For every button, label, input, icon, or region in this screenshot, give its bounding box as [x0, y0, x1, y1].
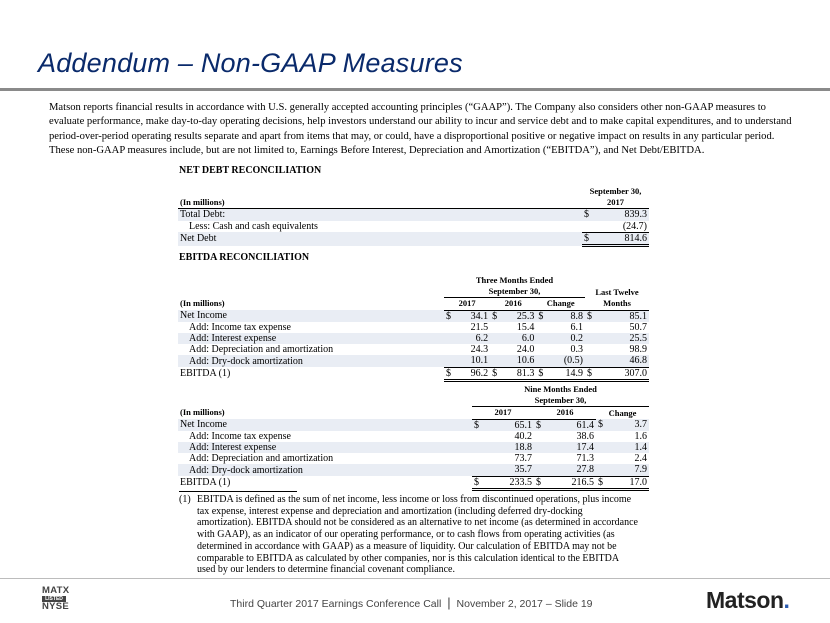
ebitda-9m-in-millions: (In millions) — [180, 407, 225, 418]
page-title: Addendum – Non-GAAP Measures — [38, 48, 463, 78]
net-debt-col-header-1: September 30, — [589, 186, 642, 197]
net-debt-heading: NET DEBT RECONCILIATION — [179, 165, 322, 176]
matson-logo: Matson. — [706, 587, 790, 613]
ebitda-nine-month-table — [178, 384, 649, 491]
ebitda-q-col-2017: 2017 — [444, 298, 490, 310]
net-debt-table — [178, 186, 649, 247]
ebitda-9m-group-header-2: September 30, — [472, 395, 649, 407]
footnote — [179, 491, 639, 576]
ebitda-quarter-table — [178, 275, 649, 382]
ebitda-9m-col-2016: 2016 — [534, 407, 596, 419]
nyse-listed-logo: MATX LISTED NYSE — [42, 585, 70, 612]
table-row: Add: Income tax expense 21.5 15.4 6.1 50.7 — [189, 321, 647, 333]
net-debt-in-millions: (In millions) — [180, 197, 225, 208]
ebitda-q-ltm-header-2: Months — [585, 298, 649, 310]
ebitda-9m-col-change: Change — [608, 407, 637, 418]
table-row: EBITDA (1) $ 96.2 $ 81.3 $ 14.9 $ 307.0 — [180, 367, 647, 380]
ebitda-heading: EBITDA RECONCILIATION — [179, 252, 310, 263]
intro-paragraph: Matson reports financial results in accordance with U.S. generally accepted accounting principles (“GAAP”). The Company also considers other non-GAAP measures to evaluate performance, make day-to-day operating decisions, help investors understand our ability to incur and service debt and to make capital expenditures, and to understand period-over-period operating results separate and apart from items that may, or could, have a disproportional positive or negative impact on results in any particular period. These non-GAAP measures include, but are not limited to, Earnings Before Interest, Depreciation and Amortization (“EBITDA”), and Net Debt/EBITDA. — [49, 102, 792, 156]
ebitda-q-group-header-1: Three Months Ended — [475, 275, 554, 286]
footnote-text: EBITDA is defined as the sum of net income, less income or loss from discontinued operations, plus income tax expense, interest expense and depreciation and amortization (including deferred dry-docking amortization). EBITDA should not be considered as an alternative to net income (as determined in accordance with GAAP), as an indicator of our operating performance, or to cash flows from operating activities (as determined in accordance with GAAP) as a measure of liquidity. Our calculation of EBITDA may not be comparable to EBITDA as calculated by other companies, nor is this calculation identical to the EBITDA used by our lenders to determine financial covenant compliance. — [197, 494, 638, 576]
table-row: Add: Depreciation and amortization 24.3 24.0 0.3 98.9 — [189, 344, 647, 356]
table-row: Add: Interest expense 6.2 6.0 0.2 25.5 — [178, 333, 649, 344]
ebitda-9m-col-2017: 2017 — [472, 407, 534, 419]
table-row: Add: Interest expense 18.8 17.4 1.4 — [178, 442, 649, 453]
footer-date-slide: November 2, 2017 – Slide 19 — [456, 598, 593, 610]
table-row: Net Income $ 34.1 $ 25.3 $ 8.8 $ 85.1 — [180, 310, 647, 322]
table-row: Add: Income tax expense 40.2 38.6 1.6 — [189, 430, 647, 442]
ebitda-9m-group-header-1: Nine Months Ended — [524, 384, 597, 395]
table-row: Add: Depreciation and amortization 73.7 71.3 2.4 — [189, 453, 647, 465]
footer-divider — [0, 578, 830, 579]
table-row: Net Income $ 65.1 $ 61.4 $ 3.7 — [180, 419, 647, 431]
ebitda-q-ltm-header-1: Last Twelve — [595, 286, 639, 297]
ebitda-q-group-header-2: September 30, — [444, 286, 585, 298]
table-row: Add: Dry-dock amortization 35.7 27.8 7.9 — [178, 464, 649, 476]
table-row: Add: Dry-dock amortization 10.1 10.6 (0.5) 46.8 — [178, 355, 649, 367]
table-row: EBITDA (1) $ 233.5 $ 216.5 $ 17.0 — [180, 476, 647, 489]
ebitda-q-col-change: Change — [536, 298, 585, 310]
ebitda-q-col-2016: 2016 — [490, 298, 536, 310]
slide-footer — [230, 595, 610, 610]
footnote-number: (1) — [179, 494, 191, 505]
ebitda-q-in-millions: (In millions) — [180, 298, 225, 309]
table-row: Less: Cash and cash equivalents (24.7) — [189, 220, 647, 232]
footnote-rule — [179, 491, 297, 492]
table-row: Total Debt: $ 839.3 — [180, 209, 647, 221]
net-debt-col-header-2: 2017 — [582, 197, 649, 209]
title-divider — [0, 88, 830, 91]
footer-call-title: Third Quarter 2017 Earnings Conference Call — [230, 598, 442, 610]
footer-separator: | — [447, 595, 451, 610]
table-row: Net Debt $ 814.6 — [180, 232, 647, 245]
